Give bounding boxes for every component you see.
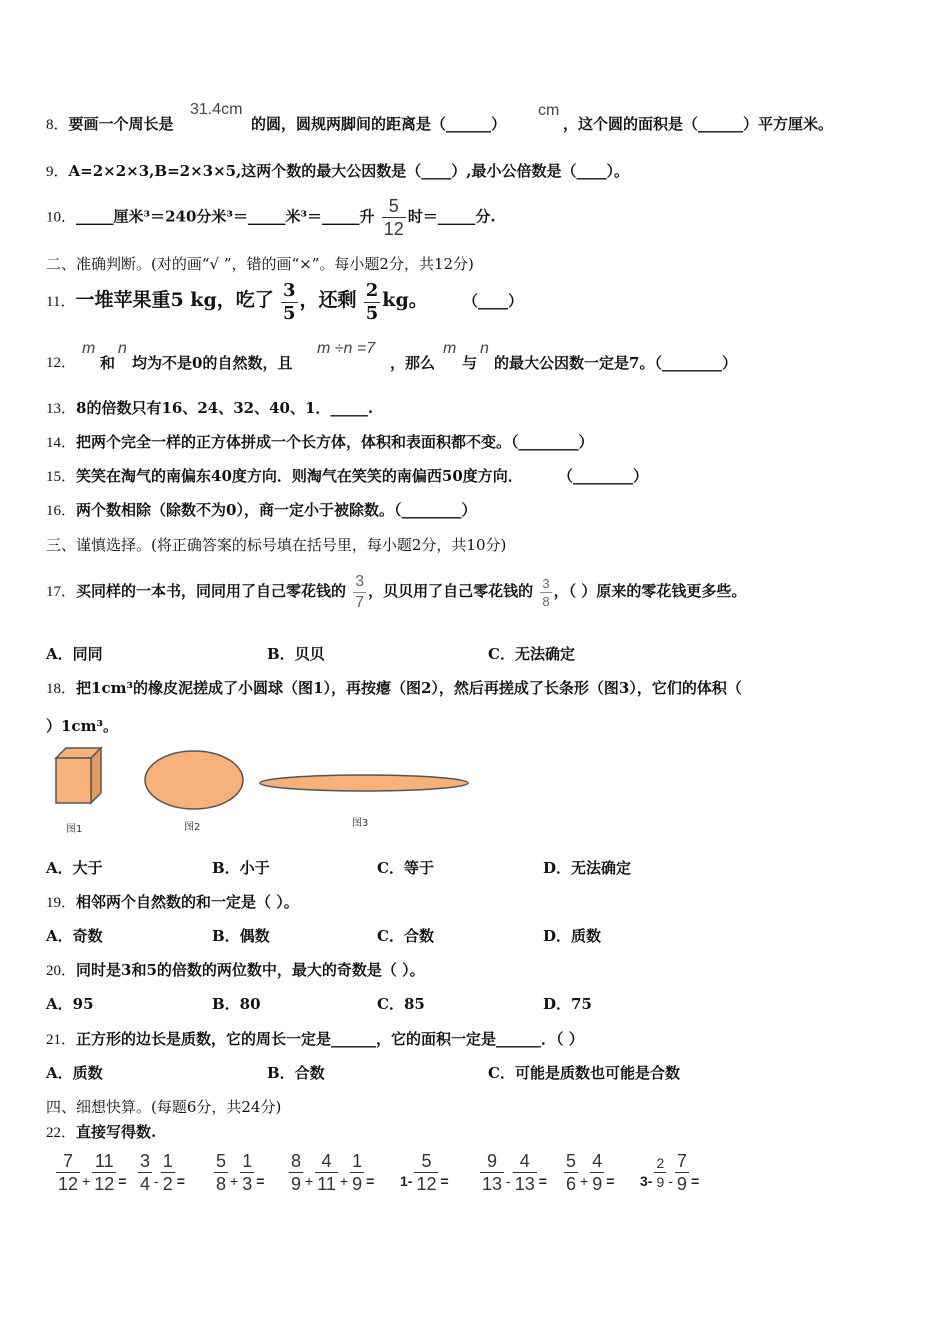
q8-end: [563, 114, 833, 134]
fraction: [56, 1152, 80, 1193]
fraction-denominator: 12: [416, 1174, 437, 1194]
fraction-denominator: 2: [162, 1174, 173, 1194]
q8-text-c: ，这个圆的面积是（______）平方厘米。: [563, 115, 834, 133]
q18-option-a[interactable]: A．大于: [46, 859, 103, 877]
q10-text-a: _____厘米³＝240分米³＝_____米³＝_____升: [76, 207, 375, 226]
fraction-numerator: 7: [63, 1151, 74, 1171]
q12-var-n-2: n: [480, 340, 489, 357]
q17-text-c: ，（ ）原来的零花钱更多些。: [553, 582, 747, 600]
operator: -: [668, 1172, 673, 1189]
q12-and: 和: [100, 354, 116, 372]
fraction-denominator: 12: [383, 219, 404, 239]
q11-text-a: 一堆苹果重5 kg，吃了: [75, 289, 274, 311]
equals-sign: =: [256, 1172, 265, 1189]
prefix: 3-: [640, 1172, 653, 1189]
question-number: 15．: [46, 469, 77, 485]
calc-expression-8: [640, 1152, 699, 1193]
q15-text: 笑笑在淘气的南偏东40度方向．则淘气在笑笑的南偏西50度方向．: [76, 467, 523, 485]
equals-sign: =: [118, 1172, 127, 1189]
calc-expression-1: [54, 1152, 126, 1193]
fraction-numerator: 9: [487, 1151, 498, 1171]
operator: -: [506, 1172, 511, 1189]
question-18-cont: [46, 716, 118, 736]
question-8: [46, 114, 174, 135]
fraction-denominator: 5: [282, 302, 296, 324]
q18-option-c[interactable]: C．等于: [377, 859, 434, 877]
fraction-numerator: 5: [421, 1151, 432, 1171]
cube-figure: [56, 748, 101, 803]
figure-caption-1: 图1: [66, 824, 83, 835]
fraction-denominator: 12: [94, 1174, 115, 1194]
q19-text: 相邻两个自然数的和一定是（ ）。: [76, 893, 299, 911]
figure-caption-2: 图2: [184, 822, 201, 833]
q13-text: 8的倍数只有16、24、32、40、1．_____.: [76, 399, 374, 417]
q19-option-c[interactable]: C．合数: [377, 927, 434, 945]
question-14: [46, 432, 594, 453]
section-4-heading: 四、细想快算。(每题6分，共24分): [46, 1098, 282, 1116]
question-number: 10．: [46, 209, 77, 226]
fraction-denominator: 9: [656, 1174, 665, 1190]
question-number: 14．: [46, 435, 77, 451]
q12-var-n: n: [118, 340, 127, 357]
question-number: 19．: [46, 895, 77, 911]
question-21: [46, 1029, 584, 1050]
flattened-ball-figure: [145, 751, 243, 809]
equals-sign: =: [690, 1172, 700, 1189]
fraction-denominator: 9: [676, 1174, 687, 1194]
q17-option-b[interactable]: B．贝贝: [267, 645, 325, 663]
q10-text-b: 时＝_____分.: [407, 207, 496, 226]
fraction-denominator: 11: [317, 1174, 336, 1194]
fraction: [289, 1152, 303, 1193]
fraction-numerator: 3: [140, 1151, 151, 1171]
question-number: 16．: [46, 503, 77, 519]
q11-fraction-1: [281, 279, 298, 324]
q8-unit: cm: [538, 102, 560, 119]
q20-option-c[interactable]: C．85: [377, 995, 425, 1013]
q21-option-a[interactable]: A．质数: [46, 1064, 103, 1082]
q17-text-a: 买同样的一本书，同同用了自己零花钱的: [76, 582, 347, 600]
q12-text-c: 的最大公因数一定是7。（________）: [494, 354, 737, 372]
q10-fraction: [382, 197, 406, 238]
question-12: [46, 352, 76, 373]
q20-option-b[interactable]: B．80: [212, 995, 261, 1013]
q19-option-b[interactable]: B．偶数: [212, 927, 270, 945]
fraction-numerator: 5: [216, 1151, 227, 1171]
fraction-denominator: 9: [592, 1174, 603, 1194]
question-17: [46, 563, 746, 620]
fraction: [240, 1152, 254, 1193]
q11-text-b: ，还剩: [299, 289, 357, 311]
q18-text-line1: 把1cm³的橡皮泥搓成了小圆球（图1），再按瘪（图2），然后再搓成了长条形（图3），它们的体积（: [76, 679, 742, 697]
q12-text-a: 均为不是0的自然数，且: [132, 354, 293, 372]
question-22: [46, 1122, 156, 1143]
q22-text: 直接写得数.: [76, 1123, 157, 1141]
q8-value: 31.4cm: [190, 101, 243, 118]
fraction: [92, 1152, 116, 1193]
q12-var-m-2: m: [443, 340, 457, 357]
question-number: 9．: [46, 164, 69, 180]
q11-fraction-2: [364, 279, 381, 324]
calc-expression-5: [400, 1152, 449, 1193]
calc-expression-2: [136, 1152, 185, 1193]
operator: +: [305, 1172, 314, 1189]
question-number: 17．: [46, 584, 77, 600]
q12-var-m: m: [82, 340, 96, 357]
equals-sign: =: [176, 1172, 185, 1189]
fraction-numerator: 4: [321, 1151, 332, 1171]
fraction-numerator: 1: [352, 1151, 363, 1171]
fraction-numerator: 1: [242, 1151, 253, 1171]
q19-option-d[interactable]: D．质数: [543, 927, 602, 945]
q11-text-c: kg。: [382, 289, 428, 311]
q18-option-b[interactable]: B．小于: [212, 859, 270, 877]
q18-figures: [46, 745, 496, 815]
calc-expression-7: [562, 1152, 614, 1193]
fraction-numerator: 2: [656, 1155, 665, 1171]
question-16: [46, 500, 476, 521]
question-9: [46, 161, 629, 182]
q21-option-b[interactable]: B．合数: [267, 1064, 325, 1082]
fraction-numerator: 11: [94, 1151, 114, 1171]
q8-middle: [251, 114, 506, 134]
answer-blank[interactable]: （____）: [462, 292, 523, 310]
fraction-numerator: 5: [388, 196, 399, 216]
q17-option-a[interactable]: A．同同: [46, 645, 103, 663]
section-2-heading: 二、准确判断。(对的画“√ ”，错的画“×”。每小题2分，共12分): [46, 255, 474, 273]
question-18: [46, 678, 742, 699]
fraction-denominator: 9: [291, 1174, 302, 1194]
operator: +: [339, 1172, 349, 1189]
q14-text: 把两个完全一样的正方体拼成一个长方体，体积和表面积都不变。（________）: [76, 433, 594, 451]
fraction: [564, 1152, 578, 1193]
fraction-numerator: 5: [566, 1151, 577, 1171]
operator: +: [230, 1172, 239, 1189]
fraction-denominator: 4: [140, 1174, 151, 1194]
fraction: [315, 1152, 338, 1193]
equals-sign: =: [440, 1172, 449, 1189]
question-13: [46, 398, 373, 419]
fraction-denominator: 8: [216, 1174, 227, 1194]
prefix: 1-: [400, 1172, 413, 1189]
answer-blank[interactable]: （________）: [558, 467, 649, 485]
figure-caption-3: 图3: [352, 818, 369, 829]
q12-expression: m ÷n =7: [317, 340, 376, 357]
fraction-denominator: 13: [514, 1174, 535, 1194]
fraction: [214, 1152, 228, 1193]
q21-option-c[interactable]: C．可能是质数也可能是合数: [488, 1064, 680, 1082]
fraction-numerator: 3: [542, 575, 550, 591]
q12-with: 与: [462, 354, 478, 372]
question-20: [46, 960, 425, 981]
q17-option-c[interactable]: C．无法确定: [488, 645, 575, 663]
section-3-heading: 三、谨慎选择。(将正确答案的标号填在括号里，每小题2分，共10分): [46, 536, 507, 554]
calc-expression-3: [212, 1152, 264, 1193]
fraction-numerator: 3: [355, 572, 365, 590]
q12-text-b: ，那么: [390, 354, 436, 372]
fraction-denominator: 13: [482, 1174, 503, 1194]
q20-option-d[interactable]: D．75: [543, 995, 592, 1013]
calc-expression-6: [478, 1152, 547, 1193]
operator: +: [580, 1172, 589, 1189]
question-number: 8．: [46, 117, 69, 133]
fraction: [480, 1152, 504, 1193]
calc-expression-4: [287, 1152, 374, 1193]
q18-option-d[interactable]: D．无法确定: [543, 859, 632, 877]
fraction-denominator: 8: [542, 593, 550, 609]
equals-sign: =: [538, 1172, 547, 1189]
q16-text: 两个数相除（除数不为0），商一定小于被除数。（________）: [76, 501, 477, 519]
question-19: [46, 892, 299, 913]
fraction: [654, 1156, 666, 1189]
fraction-denominator: 7: [355, 593, 365, 611]
equals-sign: =: [606, 1172, 615, 1189]
fraction-numerator: 4: [519, 1151, 530, 1171]
fraction: [350, 1152, 364, 1193]
fraction-numerator: 1: [162, 1151, 173, 1171]
question-15: [46, 466, 648, 487]
question-number: 22．: [46, 1125, 77, 1141]
fraction-numerator: 2: [365, 279, 379, 301]
fraction: [161, 1152, 175, 1193]
fraction-numerator: 4: [592, 1151, 603, 1171]
fraction: [675, 1152, 689, 1193]
q17-fraction-1: [353, 574, 366, 611]
question-number: 18．: [46, 681, 77, 697]
q8-text-a: 要画一个周长是: [68, 115, 174, 133]
q19-option-a[interactable]: A．奇数: [46, 927, 103, 945]
fraction-denominator: 5: [365, 302, 379, 324]
question-number: 20．: [46, 963, 77, 979]
fraction-denominator: 3: [242, 1174, 253, 1194]
question-number: 21．: [46, 1032, 77, 1048]
fraction: [138, 1152, 152, 1193]
q8-text-b: 的圆，圆规两脚间的距离是（______）: [251, 115, 507, 133]
q17-fraction-2: [540, 577, 551, 608]
long-strip-figure: [260, 775, 468, 791]
fraction-numerator: 7: [676, 1151, 687, 1171]
fraction-numerator: 3: [282, 279, 296, 301]
fraction: [513, 1152, 537, 1193]
question-number: 13．: [46, 401, 77, 417]
fraction: [414, 1152, 438, 1193]
q9-text: A=2×2×3,B=2×3×5,这两个数的最大公因数是（____）,最小公倍数是（____）。: [68, 162, 630, 180]
q18-text-line2: ）1cm³。: [46, 717, 119, 735]
fraction-denominator: 9: [352, 1174, 363, 1194]
question-number: 12．: [46, 355, 77, 371]
fraction-denominator: 6: [566, 1174, 577, 1194]
fraction-denominator: 12: [58, 1174, 79, 1194]
q20-option-a[interactable]: A．95: [46, 995, 94, 1013]
question-11: [46, 278, 523, 324]
fraction: [590, 1152, 604, 1193]
fraction-numerator: 8: [291, 1151, 302, 1171]
q21-text: 正方形的边长是质数，它的周长一定是______，它的面积一定是______．（ ）: [76, 1030, 584, 1048]
operator: -: [154, 1172, 159, 1189]
equals-sign: =: [366, 1172, 375, 1189]
question-number: 11．: [46, 294, 76, 310]
operator: +: [82, 1172, 91, 1189]
q17-text-b: ，贝贝用了自己零花钱的: [368, 582, 534, 600]
q20-text: 同时是3和5的倍数的两位数中，最大的奇数是（ ）。: [76, 961, 425, 979]
question-10: [46, 197, 496, 238]
